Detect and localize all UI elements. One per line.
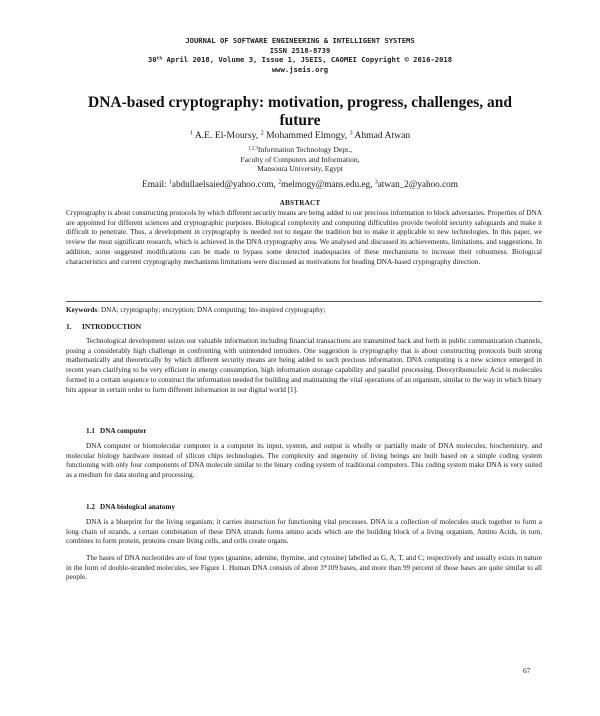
journal-issn: ISSN 2518-8739 [269, 45, 331, 55]
dna-computer-paragraph: DNA computer or biomolecular computer is a computer its input, system, and output is wholly or partially made of DNA molecules, biochemistry, and molecular biology hardware instead of silicon chips technologies. The complexity and ingenuity of living beings are built based on a simple coding system functioning with only four components of DNA molecule similar to the binary coding system of traditional computers. This coding system make DNA is very suited as a medium for data storing and processing. [66, 442, 542, 480]
journal-issue: 30th April 2018, Volume 3, Issue 1, JSEIS, CAOMEI Copyright © 2016-2018 [147, 55, 453, 65]
author-list [0, 130, 600, 142]
dna-anatomy-paragraph-2: The bases of DNA nucleotides are of four types (guanine, adenine, thymine, and cytosine) labelled as G, A, T, and C; respectively and usually exists in nature in the form of double-stranded molecules, see Figure 1. Human DNA consists of about 3*109 bases, and more than 99 percent of those bases are quite similar to all people. [66, 554, 542, 582]
affiliation-dept: $^{1,2,3}$Information Technology Dept., [247, 145, 353, 154]
email-3[interactable]: atwan_2@yahoo.com [377, 179, 458, 189]
keywords-text: : DNA; cryptography; encryption; DNA computing; bio-inspired cryptography; [97, 306, 326, 314]
abstract-heading: ABSTRACT [279, 199, 321, 207]
author-1: $^1$ A.E. El-Moursy, [189, 129, 261, 141]
subsection-heading-dna-anatomy: 1.2 DNA biological anatomy [86, 503, 176, 511]
journal-website[interactable]: www.jseis.org [271, 64, 329, 74]
abstract-text: Cryptography is about constructing protocols by which different security means are being added to our precious information to block adversaries. Properties of DNA are appointed for different sciences and cryptographic purposes. Biological complexity and computing difficulties provide twofold security safeguards and make it difficult to penetrate. Thus, a development in cryptography is needed not to negate the tradition but to make it applicable to new technologies. In this paper, we review the most significant research, which is achieved in the DNA cryptography area. We analysed and discussed its achievements, limitations, and suggestions. In addition, some suggested modifications can be made to bypass some detected inadequacies of these mechanisms to increase their robustness. Biological characteristics and current cryptography mechanisms limitations were discussed as motivations for heading DNA-based cryptography direction. [66, 209, 542, 266]
author-2: $^2$ Mohammed Elmogy, [260, 129, 350, 141]
affiliation-faculty: Faculty of Computers and Information, [240, 154, 360, 164]
affiliation [0, 145, 600, 174]
keywords [66, 306, 542, 316]
intro-paragraph: Technological development seizes our valuable information including financial transactions are transmitted back and forth in public communication channels, posing a considerably high challenge in confronting with unintended intruders. One suggestion is cryptography that is about constructing protocols built strong mathematically and theoretically by which different security means are being added to such precious information. DNA computing is a new science emerged in recent years clarifying to be very efficient in energy consumption, high information storage capability and parallel processing. Deoxyribonucleic Acid is molecules formed in a certain sequence to construct the information needed for building and maintaining the vital operations of an organism, similar to the way in which binary bits appear in certain order to form different information in our digital world [1]. [66, 337, 542, 394]
page-number: 67 [523, 666, 531, 675]
journal-name: JOURNAL OF SOFTWARE ENGINEERING & INTELLIGENT SYSTEMS [185, 36, 415, 45]
journal-header [0, 36, 600, 74]
dna-anatomy-paragraph-1: DNA is a blueprint for the living organism; it carries instruction for functioning vital processes. DNA is a collection of molecules stuck together to form a long chain of strands, a certain combination of these DNA strands forms amino acids which are the building block of a living organism. Amino Acids, in turn, combines to form protein, proteins create living cells, and cells create organs. [66, 518, 542, 546]
email-1[interactable]: abdullaelsaied@yahoo.com, [171, 179, 279, 189]
email-2[interactable]: melmogy@mans.edu.eg, [281, 179, 375, 189]
affiliation-university: Mansoura University, Egypt [257, 164, 343, 174]
email-line: Email: $^1$abdullaelsaied@yahoo.com, $^2$melmogy@mans.edu.eg, $^3$atwan_2@yahoo.com [142, 179, 458, 189]
section-heading-introduction: 1. INTRODUCTION [66, 322, 142, 331]
paper-title: DNA-based cryptography: motivation, progress, challenges, and future [88, 94, 512, 129]
divider [66, 301, 542, 302]
keywords-label: Keywords [66, 306, 98, 314]
subsection-heading-dna-computer: 1.1 DNA computer [86, 427, 147, 435]
author-3: $^3$ Ahmad Atwan [349, 129, 411, 141]
